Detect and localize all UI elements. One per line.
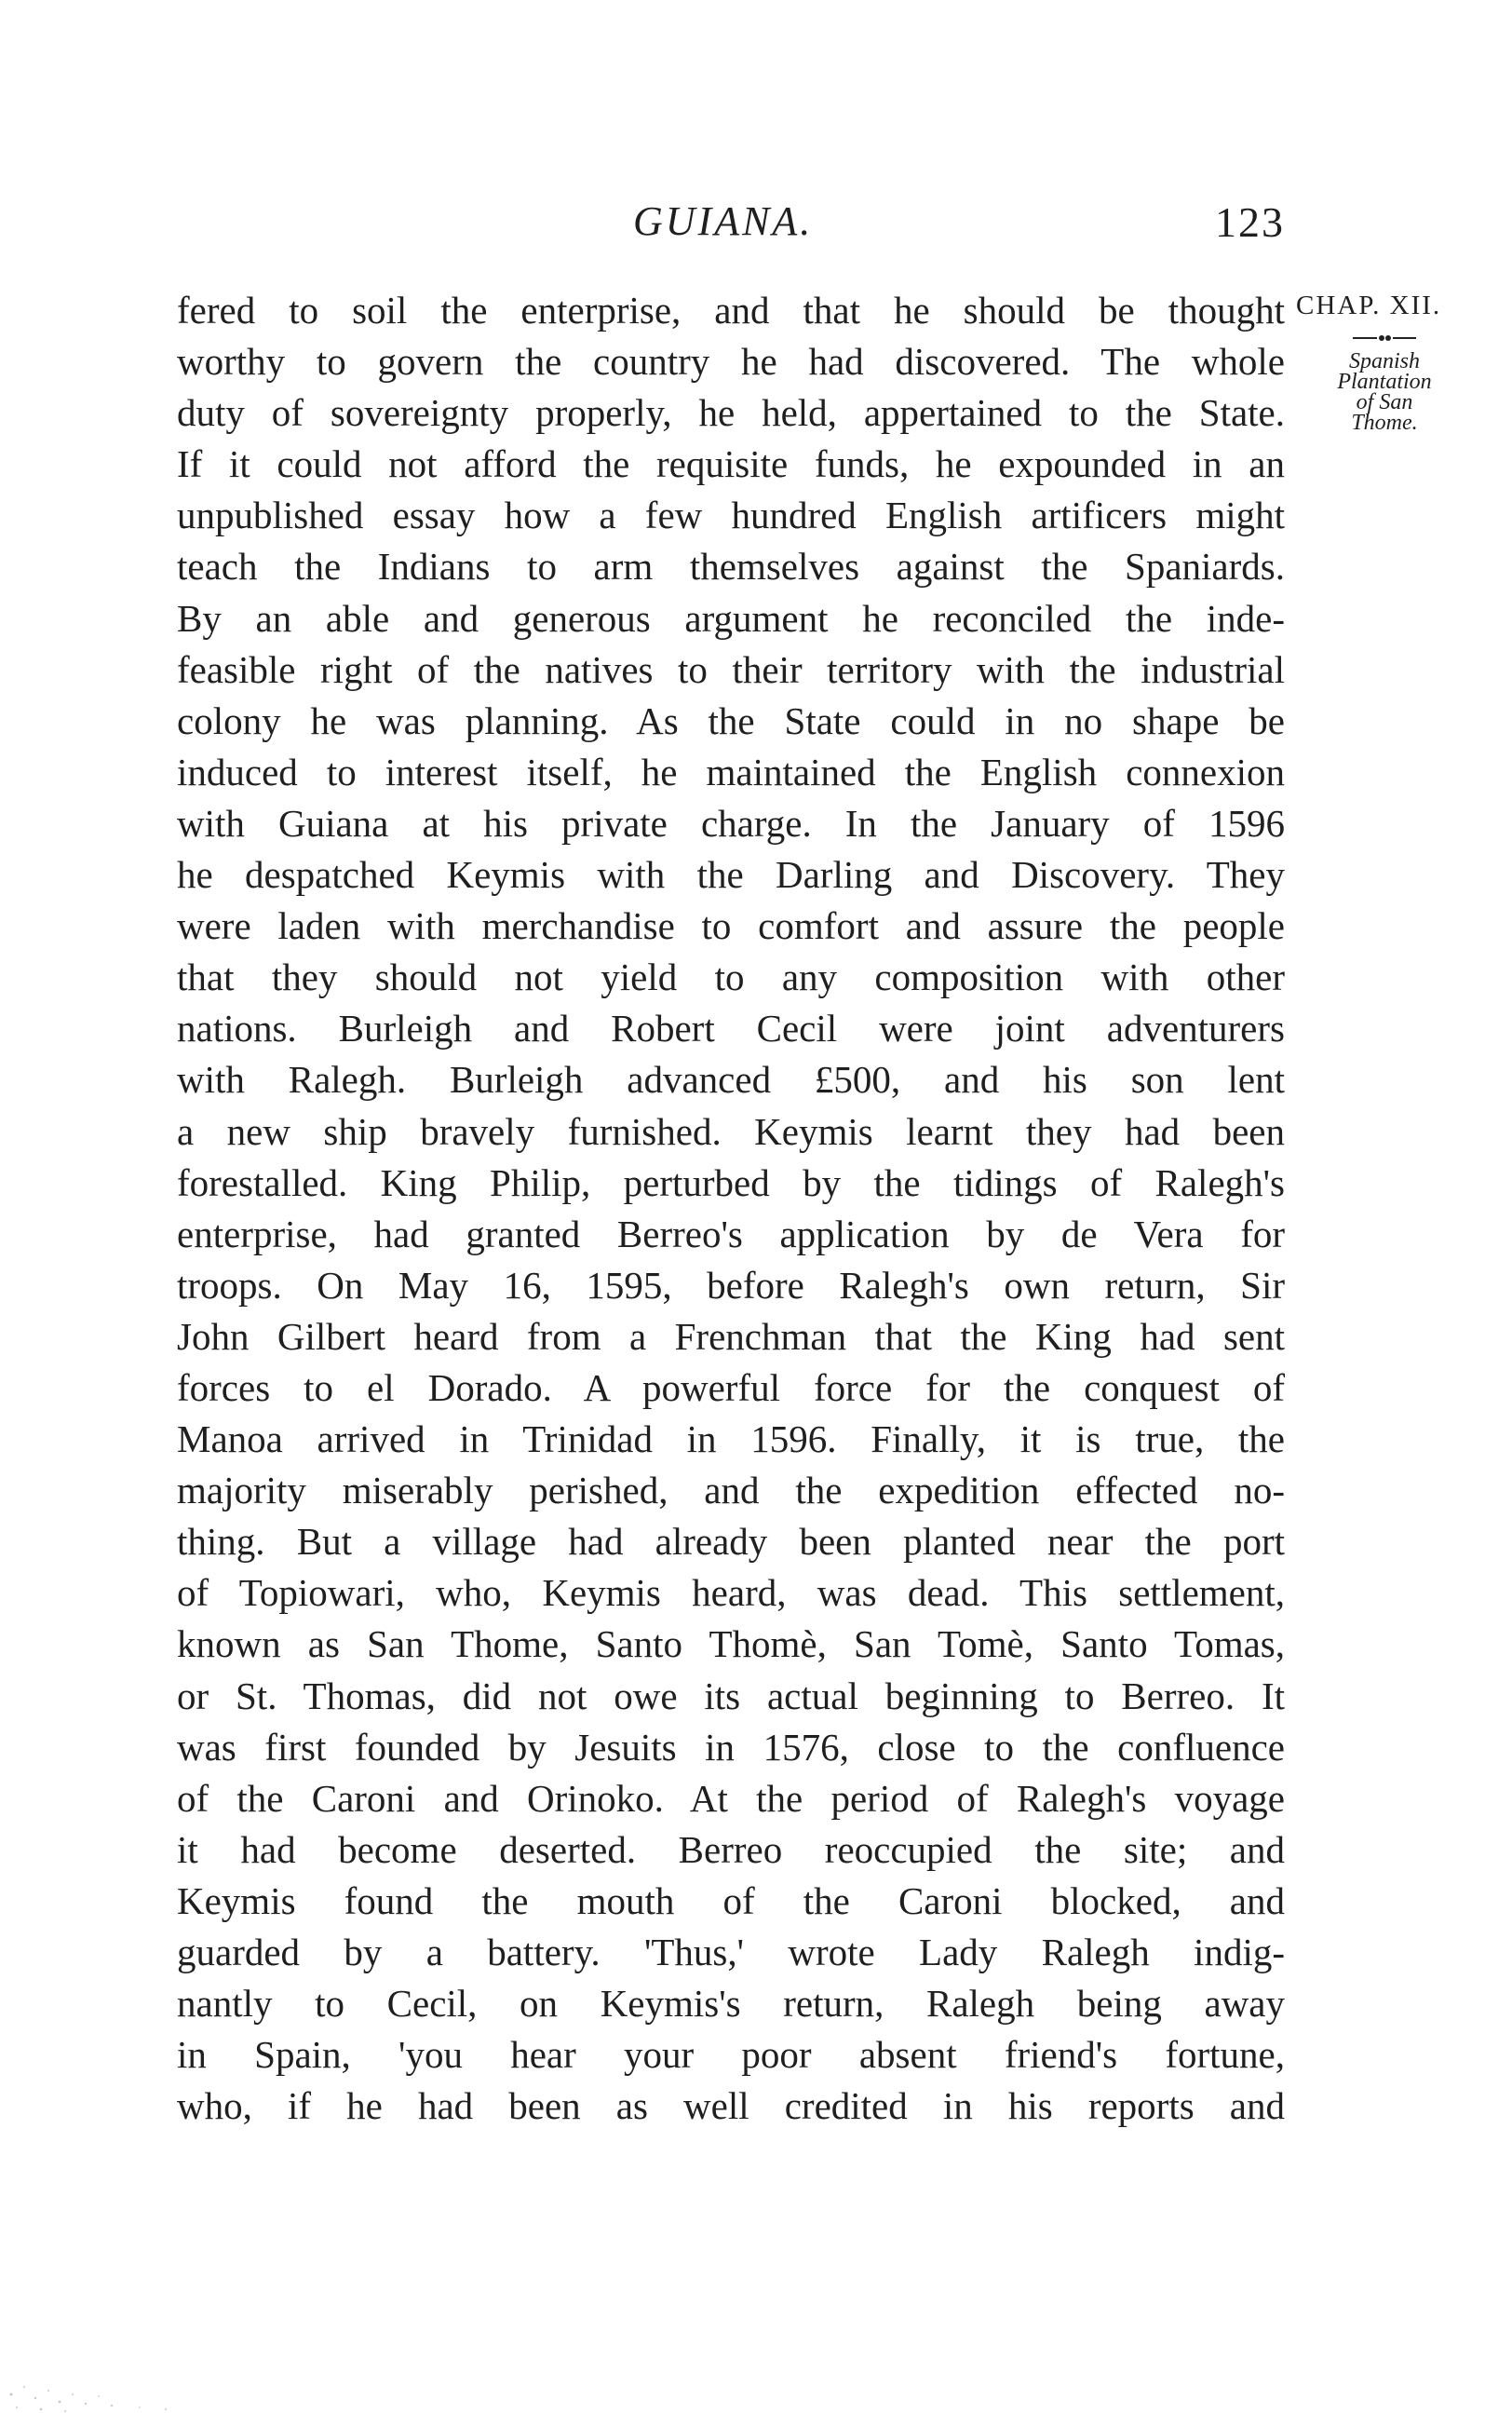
margin-note xyxy=(1296,291,1473,433)
text-line: colony he was planning. As the State could in no shape be xyxy=(177,698,1285,742)
side-note-line: of San xyxy=(1356,390,1413,414)
page-number: 123 xyxy=(1215,198,1285,246)
text-line: teach the Indians to arm themselves against the Spaniards. xyxy=(177,545,1285,589)
paper-speckle xyxy=(0,2329,242,2413)
text-line: with Ralegh. Burleigh advanced £500, and his son lent xyxy=(177,1058,1285,1102)
text-line: that they should not yield to any composition with other xyxy=(177,956,1285,999)
text-line: thing. But a village had already been planted near the port xyxy=(177,1520,1285,1564)
side-note-line: Spanish xyxy=(1348,349,1420,373)
text-line: of Topiowari, who, Keymis heard, was dead. This settlement, xyxy=(177,1571,1285,1615)
text-line: John Gilbert heard from a Frenchman that the King had sent xyxy=(177,1314,1285,1358)
text-line: fered to soil the enterprise, and that he should be thought xyxy=(177,289,1285,332)
text-line: who, if he had been as well credited in his reports and xyxy=(177,2084,1285,2128)
text-line: forces to el Dorado. A powerful force for the conquest of xyxy=(177,1365,1285,1409)
running-title: GUIANA. xyxy=(633,198,814,244)
text-line: he despatched Keymis with the Darling and Discovery. They xyxy=(177,853,1285,897)
text-line: were laden with merchandise to comfort and assure the people xyxy=(177,904,1285,948)
text-line: troops. On May 16, 1595, before Ralegh's own return, Sir xyxy=(177,1263,1285,1307)
text-line: known as San Thome, Santo Thomè, San Tomè, Santo Tomas, xyxy=(177,1622,1285,1666)
text-line: feasible right of the natives to their territory with the industrial xyxy=(177,647,1285,691)
body-text xyxy=(177,285,1285,2132)
ornament-icon xyxy=(1347,327,1422,349)
page-header xyxy=(177,197,1285,253)
text-line: it had become deserted. Berreo reoccupied the site; and xyxy=(177,1827,1285,1871)
text-line: enterprise, had granted Berreo's application by de Vera for xyxy=(177,1212,1285,1255)
text-line: guarded by a battery. 'Thus,' wrote Lady Ralegh indig- xyxy=(177,1931,1285,1973)
text-line: induced to interest itself, he maintained the English connexion xyxy=(177,750,1285,793)
text-line: forestalled. King Philip, perturbed by the tidings of Ralegh's xyxy=(177,1160,1285,1204)
text-line: By an able and generous argument he reconciled the inde- xyxy=(177,596,1285,640)
text-line: with Guiana at his private charge. In the January of 1596 xyxy=(177,801,1285,845)
text-line: duty of sovereignty properly, he held, appertained to the State. xyxy=(177,391,1285,435)
text-line: Manoa arrived in Trinidad in 1596. Finally, it is true, the xyxy=(177,1417,1285,1461)
text-line: nantly to Cecil, on Keymis's return, Ralegh being away xyxy=(177,1982,1285,2026)
text-line: was first founded by Jesuits in 1576, close to the confluence xyxy=(177,1725,1285,1769)
text-line: in Spain, 'you hear your poor absent friend's fortune, xyxy=(177,2033,1285,2077)
text-line: nations. Burleigh and Robert Cecil were joint adventurers xyxy=(177,1007,1285,1051)
text-line: unpublished essay how a few hundred English artificers might xyxy=(177,494,1285,537)
text-line: If it could not afford the requisite funds, he expounded in an xyxy=(177,442,1285,486)
side-note-line: Thome. xyxy=(1351,411,1418,435)
side-note-line: Plantation xyxy=(1337,370,1432,394)
text-line: of the Caroni and Orinoko. At the period of Ralegh's voyage xyxy=(177,1776,1285,1820)
text-line: a new ship bravely furnished. Keymis learnt they had been xyxy=(177,1109,1285,1153)
chapter-label: CHAP. XII. xyxy=(1296,291,1442,320)
text-line: or St. Thomas, did not owe its actual beginning to Berreo. It xyxy=(177,1674,1285,1717)
text-line: worthy to govern the country he had discovered. The whole xyxy=(177,340,1285,384)
text-line: majority miserably perished, and the expedition effected no- xyxy=(177,1469,1285,1512)
text-line: Keymis found the mouth of the Caroni blocked, and xyxy=(177,1878,1285,1922)
